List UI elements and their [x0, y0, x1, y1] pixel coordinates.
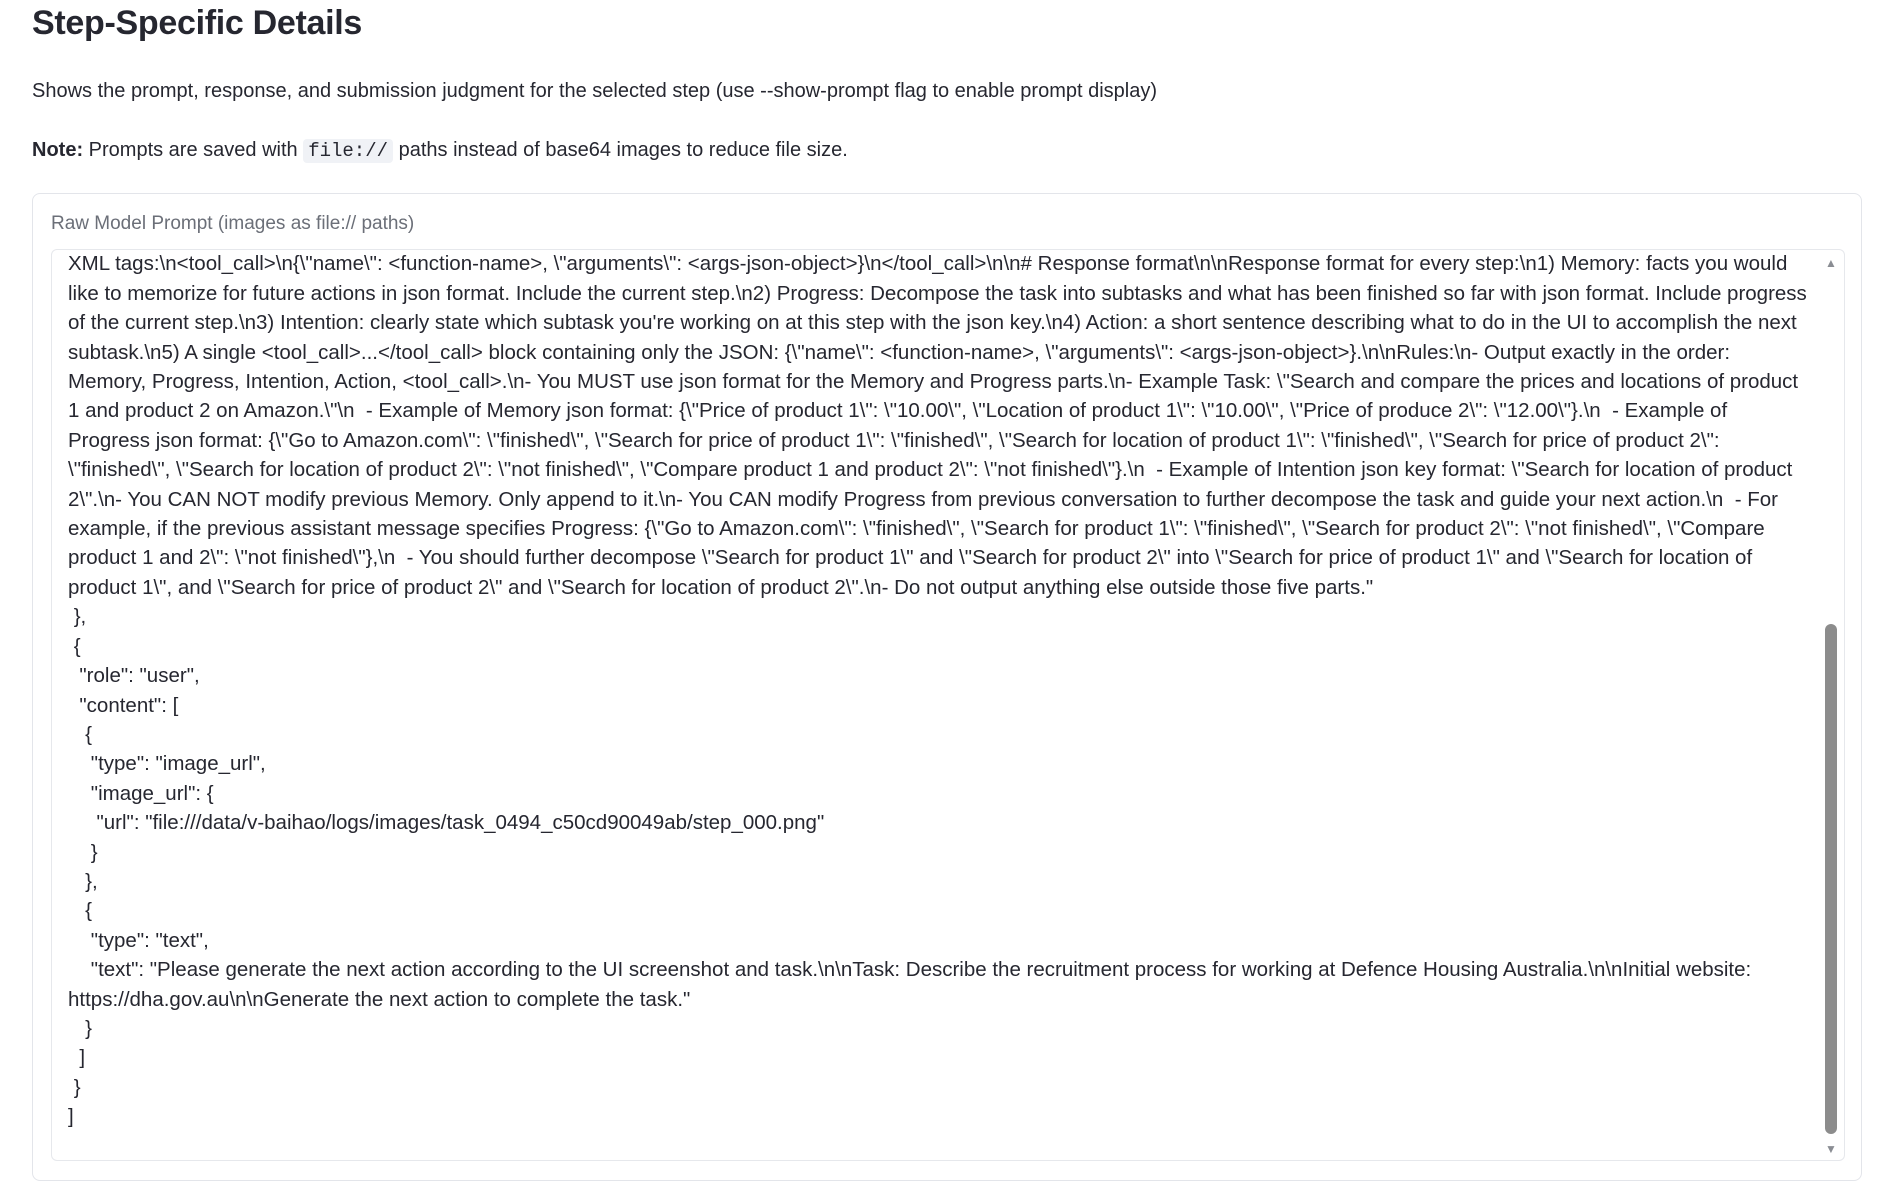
note-text-before: Prompts are saved with [83, 139, 304, 161]
note-text-after: paths instead of base64 images to reduce file size. [393, 139, 848, 161]
scroll-up-arrow-icon[interactable]: ▲ [1825, 256, 1837, 270]
raw-prompt-label: Raw Model Prompt (images as file:// paths) [51, 213, 415, 234]
note-line [32, 139, 848, 162]
scroll-down-arrow-icon[interactable]: ▼ [1825, 1142, 1837, 1156]
raw-prompt-panel [32, 193, 1862, 1181]
scrollbar-thumb[interactable] [1825, 624, 1837, 1134]
textarea-scrollbar[interactable] [1824, 254, 1838, 1156]
section-description: Shows the prompt, response, and submission judgment for the selected step (use --show-prompt flag to enable prompt display) [32, 80, 1158, 102]
raw-prompt-content[interactable]: XML tags:\n<tool_call>\n{\"name\": <function-name>, \"arguments\": <args-json-object>}\n</tool_call>\n\n# Response format\n\nResponse format for every step:\n1) Memory: facts you would like to memorize for future actions in json format. Include the current step.\n2) Progress: Decompose the task into subtasks and what has been finished so far with json format. Include progress of the current step.\n3) Intention: clearly state which subtask you're working on at this step with the json key.\n4) Action: a short sentence describing what to do in the UI to accomplish the next subtask.\n5) A single <tool_call>...</tool_call> block containing only the JSON: {\"name\": <function-name>, \"arguments\": <args-json-object>}.\n\nRules:\n- Output exactly in the order: Memory, Progress, Intention, Action, <tool_call>.\n- You MUST use json format for the Memory and Progress parts.\n- Example Task: \"Search and compare the prices and locations of product 1 and product 2 on Amazon.\"\n - Example of Memory json format: {\"Price of product 1\": \"10.00\", \"Location of product 1\": \"10.00\", \"Price of produce 2\": \"12.00\"}.\n - Example of Progress json format: {\"Go to Amazon.com\": \"finished\", \"Search for price of product 1\": \"finished\", \"Search for location of product 1\": \"finished\", \"Search for price of product 2\": \"finished\", \"Search for location of product 2\": \"not finished\", \"Compare product 1 and product 2\": \"not finished\"}.\n - Example of Intention json key format: \"Search for location of product 2\".\n- You CAN NOT modify previous Memory. Only append to it.\n- You CAN modify Progress from previous conversation to further decompose the task and guide your next action.\n - For example, if the previous assistant message specifies Progress: {\"Go to Amazon.com\": \"finished\", \"Search for product 1\": \"finished\", \"Search for product 2\": \"not finished\", \"Compare product 1 and 2\": \"not finished\"},\n - You should further decompose \"Search for product 1\" and \"Search for product 2\" into \"Search for price of product 1\" and \"Search for location of product 1\", and \"Search for price of product 2\" and \"Search for location of product 2\".\n- Do not output anything else outside those five parts." }, { "role": "user", "content": [ { "type": "image_url", "image_url": { "url": "file:///data/v-baihao/logs/images/task_0494_c50cd90049ab/step_000.png" } }, { "type": "text", "text": "Please generate the next action according to the UI screenshot and task.\n\nTask: Describe the recruitment process for working at Defence Housing Australia.\n\nInitial website: https://dha.gov.au\n\nGenerate the next action to complete the task." } ] } ] [68, 252, 1807, 1129]
section-title: Step-Specific Details [32, 4, 363, 42]
note-label: Note: [32, 139, 84, 161]
note-code: file:// [303, 139, 393, 163]
raw-prompt-textarea[interactable] [51, 249, 1845, 1161]
